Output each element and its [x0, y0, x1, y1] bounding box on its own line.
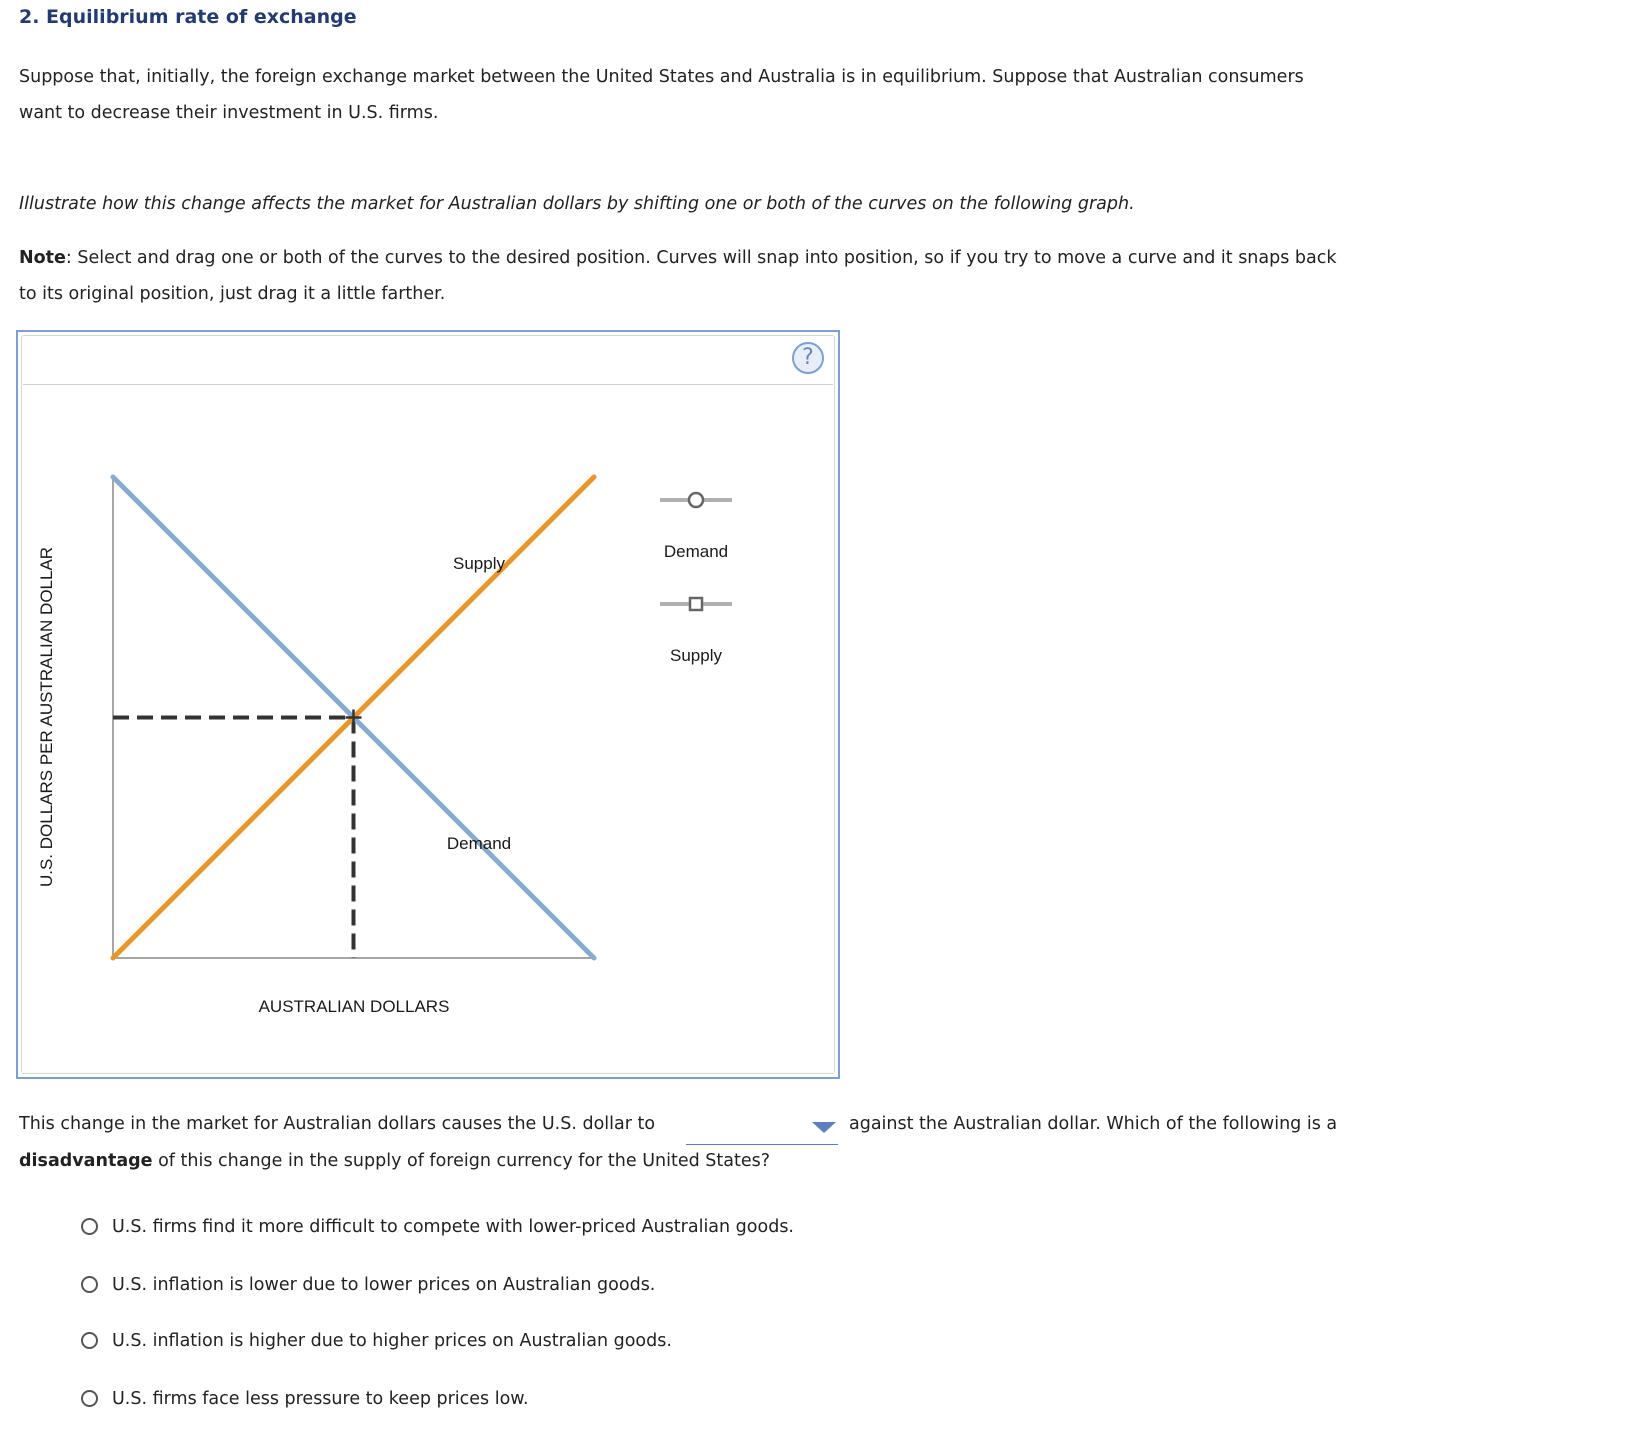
demand-circle-icon	[689, 493, 703, 507]
question-title: 2. Equilibrium rate of exchange	[19, 6, 357, 28]
followup-line-2	[19, 1143, 770, 1179]
instruction-text: Illustrate how this change affects the market for Australian dollars by shifting one or both of the curves on the following graph.	[19, 194, 1135, 214]
graph-widget	[16, 330, 840, 1079]
radio-button[interactable]	[81, 1276, 98, 1293]
followup-line-2-rest: of this change in the supply of foreign currency for the United States?	[152, 1151, 770, 1171]
followup-line-1-end: against the Australian dollar. Which of the following is a	[849, 1114, 1338, 1134]
y-axis-label: U.S. DOLLARS PER AUSTRALIAN DOLLAR	[37, 546, 56, 888]
disadvantage-bold: disadvantage	[19, 1151, 153, 1171]
legend-supply-tool[interactable]	[660, 598, 732, 665]
option-label: U.S. inflation is higher due to higher prices on Australian goods.	[112, 1331, 672, 1351]
chevron-down-icon[interactable]	[812, 1122, 836, 1133]
supply-square-icon	[690, 598, 702, 610]
option-label: U.S. inflation is lower due to lower prices on Australian goods.	[112, 1275, 656, 1295]
radio-button[interactable]	[81, 1332, 98, 1349]
x-axis-label: AUSTRALIAN DOLLARS	[258, 997, 450, 1016]
option-label: U.S. firms face less pressure to keep prices low.	[112, 1389, 529, 1409]
supply-curve-label: Supply	[453, 554, 505, 573]
note-label: Note	[19, 248, 66, 268]
intro-line-2: want to decrease their investment in U.S. firms.	[19, 103, 439, 123]
radio-button[interactable]	[81, 1390, 98, 1407]
help-icon[interactable]: ?	[792, 342, 824, 374]
legend-demand-tool[interactable]	[660, 493, 732, 561]
demand-curve-label: Demand	[446, 834, 512, 853]
note-text: : Select and drag one or both of the curves to the desired position. Curves will snap into position, so if you try to move a curve and it snaps back	[65, 248, 1337, 268]
radio-button[interactable]	[81, 1218, 98, 1235]
exchange-direction-dropdown[interactable]	[686, 1113, 838, 1145]
supply-demand-graph	[18, 332, 838, 1077]
note-line-2: to its original position, just drag it a little farther.	[19, 284, 446, 304]
followup-line-1: This change in the market for Australian dollars causes the U.S. dollar to	[19, 1114, 656, 1134]
legend-demand-label: Demand	[663, 542, 729, 561]
intro-line-1: Suppose that, initially, the foreign exchange market between the United States and Australia is in equilibrium. Suppose that Australian consumers	[19, 67, 1304, 87]
option-label: U.S. firms find it more difficult to compete with lower-priced Australian goods.	[112, 1217, 794, 1237]
legend-supply-label: Supply	[670, 646, 722, 665]
note-line-1	[19, 240, 1337, 276]
